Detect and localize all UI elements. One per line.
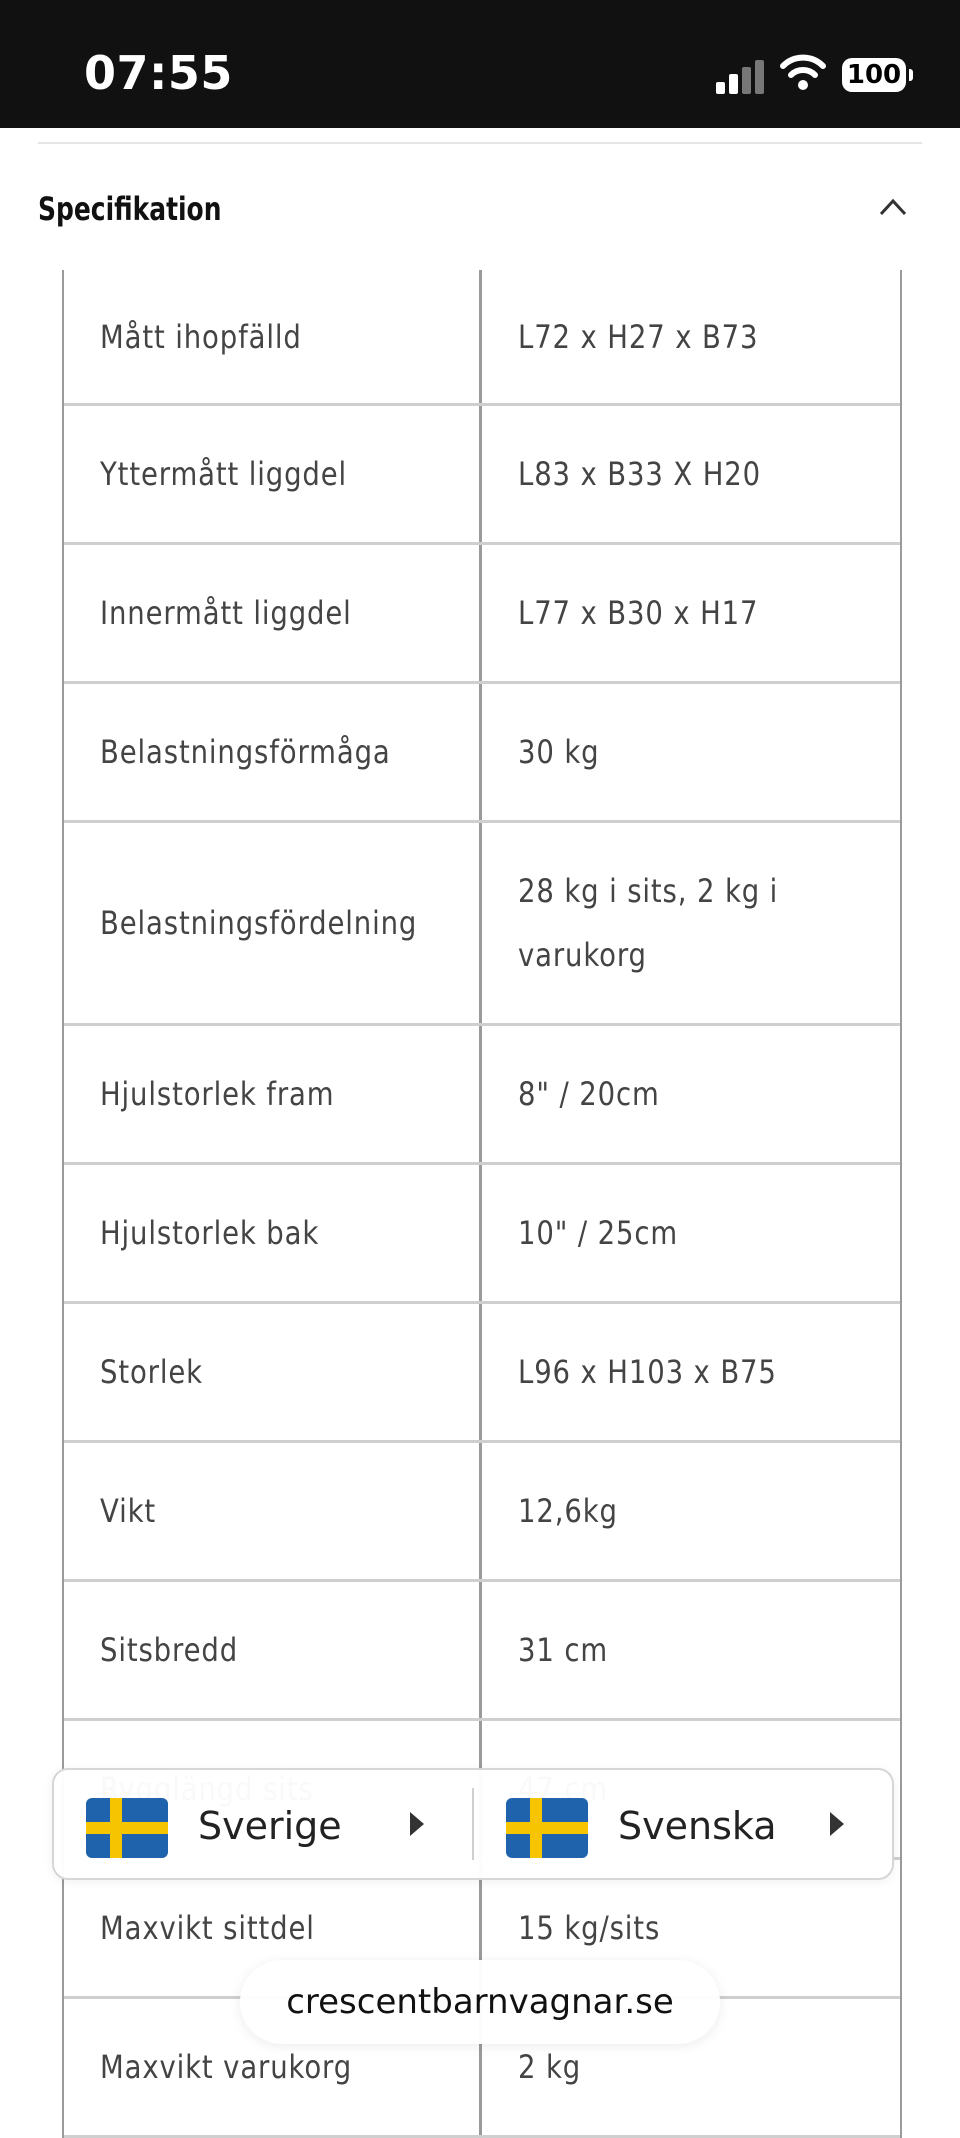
spec-label: Mått ihopfälld bbox=[64, 270, 482, 403]
spec-label: Hjulstorlek bak bbox=[64, 1165, 482, 1301]
sweden-flag-icon bbox=[506, 1798, 588, 1858]
spec-value: L77 x B30 x H17 bbox=[518, 594, 759, 632]
spec-value: 10" / 25cm bbox=[518, 1214, 679, 1252]
table-row bbox=[64, 1582, 900, 1721]
table-row bbox=[64, 1026, 900, 1165]
table-row bbox=[64, 1165, 900, 1304]
spec-label: Innermått liggdel bbox=[64, 545, 482, 681]
spec-value: 28 kg i sits, 2 kg i varukorg bbox=[518, 872, 779, 974]
spec-value: 30 kg bbox=[518, 733, 600, 771]
spec-value: L72 x H27 x B73 bbox=[518, 317, 759, 356]
table-row bbox=[64, 1304, 900, 1443]
table-row bbox=[64, 1443, 900, 1582]
spec-value: 15 kg/sits bbox=[518, 1909, 661, 1947]
status-time: 07:55 bbox=[84, 46, 233, 100]
status-bar bbox=[0, 0, 960, 128]
spec-label: Maxvikt sittdel bbox=[64, 1860, 482, 1996]
specification-accordion-header[interactable] bbox=[38, 160, 922, 260]
table-row bbox=[64, 270, 900, 406]
language-selector[interactable] bbox=[474, 1770, 892, 1878]
wifi-icon bbox=[780, 52, 826, 92]
battery-icon: 100 bbox=[842, 58, 906, 92]
browser-url-bar[interactable]: crescentbarnvagnar.se bbox=[240, 1960, 720, 2044]
caret-right-icon bbox=[410, 1812, 424, 1836]
sweden-flag-icon bbox=[86, 1798, 168, 1858]
spec-value: 2 kg bbox=[518, 2048, 582, 2086]
spec-label: Hjulstorlek fram bbox=[64, 1026, 482, 1162]
spec-value: 12,6kg bbox=[518, 1492, 618, 1530]
spec-label: Belastningsförmåga bbox=[64, 684, 482, 820]
country-label: Sverige bbox=[198, 1804, 342, 1848]
spec-label: Yttermått liggdel bbox=[64, 406, 482, 542]
country-selector[interactable] bbox=[54, 1770, 472, 1878]
spec-label: Maxvikt varukorg bbox=[64, 1999, 482, 2135]
chevron-up-icon[interactable] bbox=[878, 196, 908, 218]
locale-selector-bar bbox=[52, 1768, 894, 1880]
spec-label: Belastningsfördelning bbox=[64, 823, 482, 1023]
spec-label: Sitsbredd bbox=[64, 1582, 482, 1718]
spec-value: L96 x H103 x B75 bbox=[518, 1353, 777, 1391]
language-label: Svenska bbox=[618, 1804, 777, 1848]
section-title: Specifikation bbox=[38, 190, 222, 228]
section-divider bbox=[38, 142, 922, 144]
spec-value: 8" / 20cm bbox=[518, 1075, 660, 1113]
caret-right-icon bbox=[830, 1812, 844, 1836]
table-row bbox=[64, 823, 900, 1026]
spec-label: Storlek bbox=[64, 1304, 482, 1440]
table-row bbox=[64, 406, 900, 545]
signal-icon bbox=[716, 60, 766, 94]
spec-value: 31 cm bbox=[518, 1631, 609, 1669]
table-row bbox=[64, 545, 900, 684]
spec-value: L83 x B33 X H20 bbox=[518, 455, 761, 493]
table-row bbox=[64, 684, 900, 823]
spec-label: Vikt bbox=[64, 1443, 482, 1579]
